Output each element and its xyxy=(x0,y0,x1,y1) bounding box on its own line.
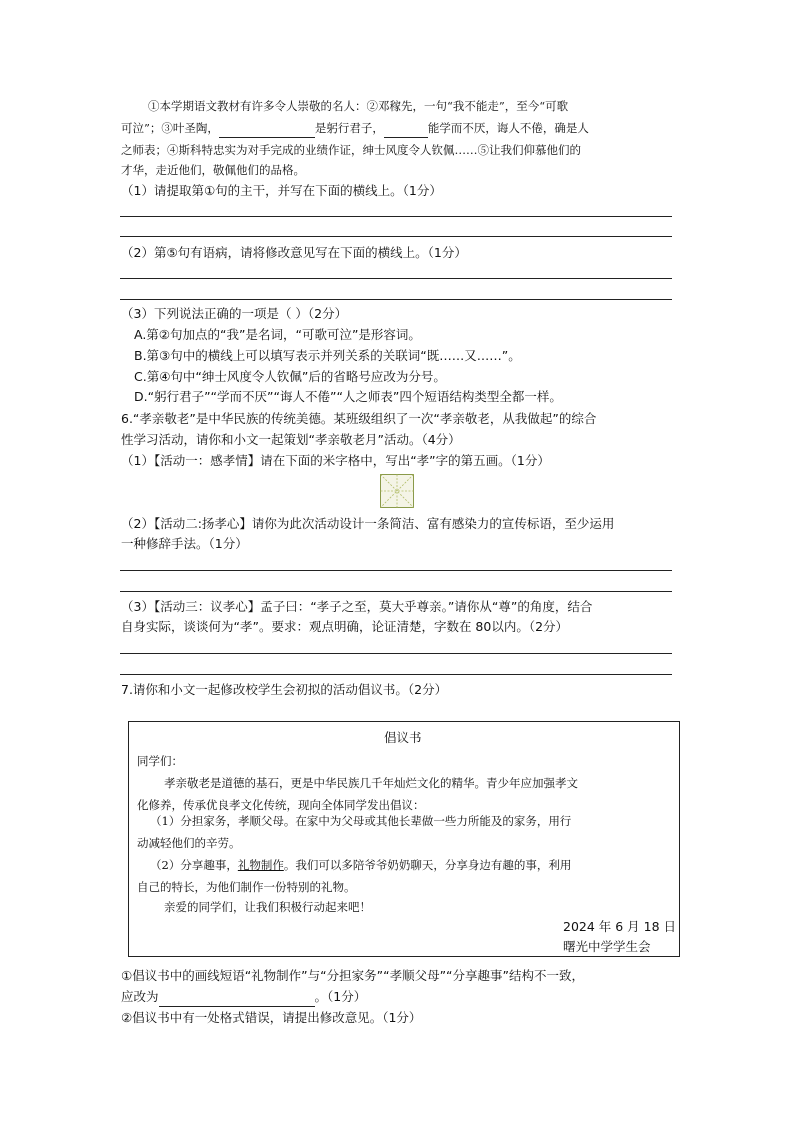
passage-line-3: 之师表；④斯科特忠实为对手完成的业绩作证，绅士风度令人钦佩……⑤让我们仰慕他们的 xyxy=(121,143,581,157)
proposal-date: 2024 年 6 月 18 日 xyxy=(563,919,677,934)
answer-line[interactable] xyxy=(120,570,672,571)
proposal-item-2-line-1: （2）分享趣事，礼物制作。我们可以多陪爷爷奶奶聊天，分享身边有趣的事，利用 xyxy=(150,858,572,872)
proposal-item-1-line-2: 动减轻他们的辛劳。 xyxy=(137,836,241,850)
rice-grid-icon[interactable] xyxy=(380,474,414,508)
answer-line[interactable] xyxy=(120,236,672,237)
proposal-title: 倡议书 xyxy=(384,730,422,745)
answer-line[interactable] xyxy=(120,278,672,279)
question-6-2-line-2: 一种修辞手法。（1分） xyxy=(121,536,248,551)
question-2: （2）第⑤句有语病，请将修改意见写在下面的横线上。（1分） xyxy=(121,245,467,260)
question-6-1: （1）【活动一：感孝情】请在下面的米字格中，写出“孝”字的第五画。（1分） xyxy=(121,453,550,468)
answer-line[interactable] xyxy=(120,299,672,300)
question-7-1-line-1: ①倡议书中的画线短语“礼物制作”与“分担家务”“孝顺父母”“分享趣事”结构不一致， xyxy=(121,968,585,983)
passage-line-1: ①本学期语文教材有许多令人崇敬的名人：②邓稼先，一句“我不能走”，至今“可歌 xyxy=(148,99,569,113)
option-d: D.“躬行君子”“学而不厌”“诲人不倦”“人之师表”四个短语结构类型全都一样。 xyxy=(134,389,562,404)
answer-line[interactable] xyxy=(120,674,672,675)
question-6-2-line-1: （2）【活动二:扬孝心】请你为此次活动设计一条简洁、富有感染力的宣传标语，至少运用 xyxy=(121,516,615,531)
proposal-closing: 亲爱的同学们，让我们积极行动起来吧！ xyxy=(164,900,371,914)
answer-line[interactable] xyxy=(120,653,672,654)
question-6-3-line-2: 自身实际，谈谈何为“孝”。要求：观点明确，论证清楚，字数在 80以内。（2分） xyxy=(121,619,569,634)
answer-line[interactable] xyxy=(120,591,672,592)
proposal-para-1-line-1: 孝亲敬老是道德的基石，更是中华民族几千年灿烂文化的精华。青少年应加强孝文 xyxy=(164,776,578,790)
question-6-3-line-1: （3）【活动三：议孝心】孟子曰：“孝子之至，莫大乎尊亲。”请你从“尊”的角度，结合 xyxy=(121,599,593,614)
question-7: 7.请你和小文一起修改校学生会初拟的活动倡议书。（2分） xyxy=(121,682,448,697)
proposal-greeting: 同学们： xyxy=(137,754,183,768)
question-3: （3）下列说法正确的一项是（ ）（2分） xyxy=(121,306,348,321)
question-1: （1）请提取第①句的主干，并写在下面的横线上。（1分） xyxy=(121,183,442,198)
question-6-line-2: 性学习活动，请你和小文一起策划“孝亲敬老月”活动。（4分） xyxy=(121,432,461,447)
proposal-para-1-line-2: 化修养，传承优良孝文化传统，现向全体同学发出倡议： xyxy=(137,798,425,812)
proposal-item-2-line-2: 自己的特长，为他们制作一份特别的礼物。 xyxy=(137,880,356,894)
option-a: A.第②句加点的“我”是名词，“可歌可泣”是形容词。 xyxy=(134,327,421,342)
proposal-signature: 曙光中学学生会 xyxy=(563,939,651,954)
passage-line-4: 才华，走近他们，敬佩他们的品格。 xyxy=(121,163,305,177)
question-7-1-line-2: 应改为 。（1分） xyxy=(121,987,366,1007)
proposal-item-1-line-1: （1）分担家务，孝顺父母。在家中为父母或其他长辈做一些力所能及的家务，用行 xyxy=(150,814,572,828)
passage-line-2: 可泣”；③叶圣陶， 是躬行君子， 能学而不厌，诲人不倦，确是人 xyxy=(121,118,589,138)
answer-line[interactable] xyxy=(120,216,672,217)
option-c: C.第④句中“绅士风度令人钦佩”后的省略号应改为分号。 xyxy=(134,369,446,384)
question-7-2: ②倡议书中有一处格式错误，请提出修改意见。（1分） xyxy=(121,1010,422,1025)
underlined-phrase: 礼物制作 xyxy=(237,858,284,872)
option-b: B.第③句中的横线上可以填写表示并列关系的关联词“既……又……”。 xyxy=(134,348,521,363)
question-6-line-1: 6.“孝亲敬老”是中华民族的传统美德。某班级组织了一次“孝亲敬老，从我做起”的综合 xyxy=(121,411,597,426)
